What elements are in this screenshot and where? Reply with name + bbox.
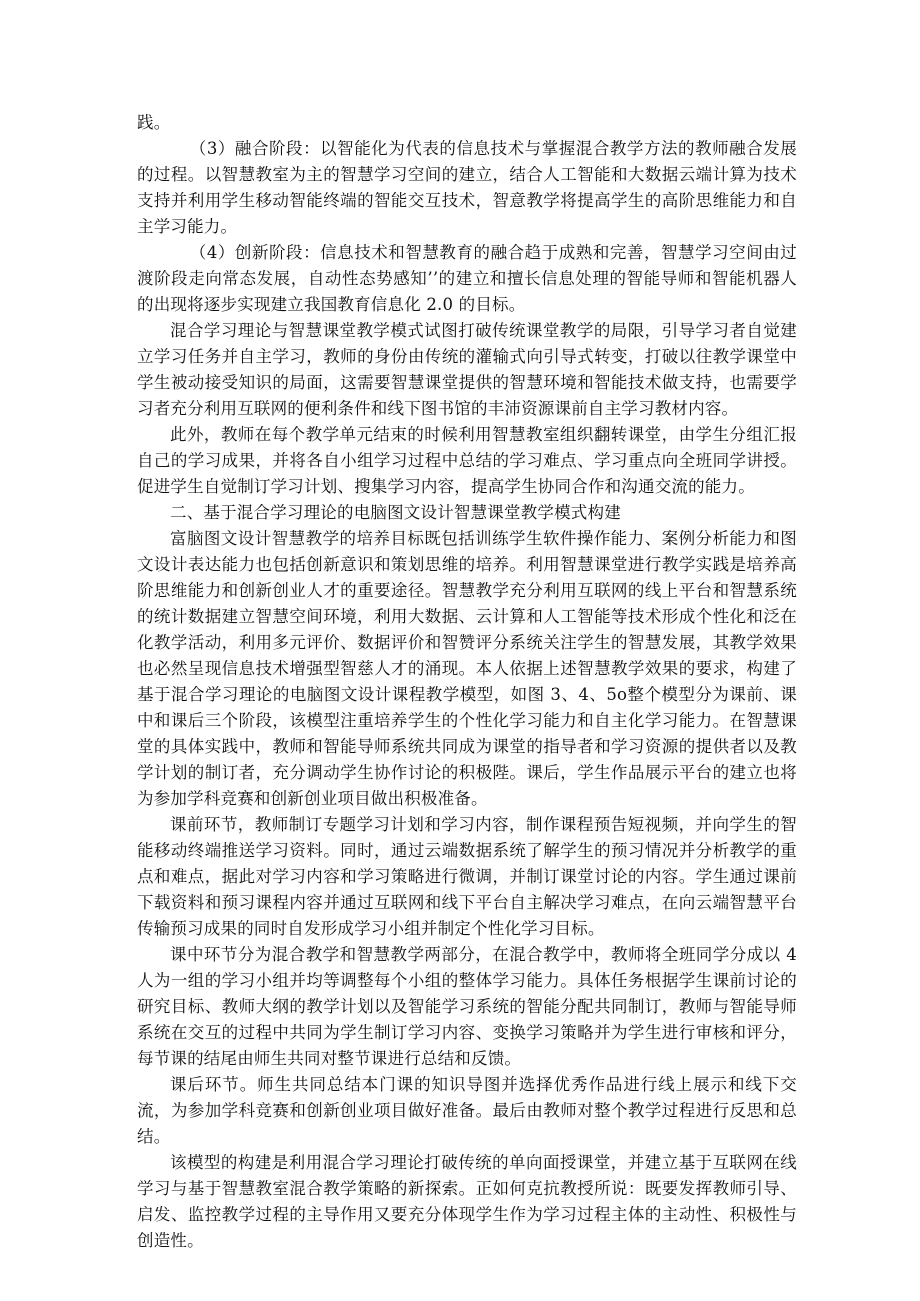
paragraph-innovation-stage: （4）创新阶段：信息技术和智慧教育的融合趋于成熟和完善，智慧学习空间由过渡阶段走向常态发展，自动性态势感知’’的建立和擅长信息处理的智能导师和智能机器人的出现将逐步实现建立我国教育信息化 2.0 的目标。: [137, 243, 797, 314]
document-page: [137, 110, 797, 1254]
paragraph-fusion-stage: （3）融合阶段：以智能化为代表的信息技术与掌握混合教学方法的教师融合发展的过程。以智慧教室为主的智慧学习空间的建立，结合人工智能和大数据云端计算为技术支持并利用学生移动智能终端的智能交互技术，智意教学将提高学生的高阶思维能力和自主学习能力。: [137, 139, 797, 236]
paragraph-blended-learning: 混合学习理论与智慧课堂教学模式试图打破传统课堂教学的局限，引导学习者自觉建立学习任务并自主学习，教师的身份由传统的灌输式向引导式转变，打破以往教学课堂中学生被动接受知识的局面，这需要智慧课堂提供的智慧环境和智能技术做支持，也需要学习者充分利用互联网的便利条件和线下图书馆的丰沛资源课前自主学习教材内容。: [137, 321, 797, 418]
paragraph-flipped-classroom: 此外，教师在每个教学单元结束的时候利用智慧教室组织翻转课堂，由学生分组汇报自己的学习成果，并将各自小组学习过程中总结的学习难点、学习重点向全班同学讲授。促进学生自觉制订学习计划、搜集学习内容，提高学生协同合作和沟通交流的能力。: [137, 425, 797, 496]
section-heading: 二、基于混合学习理论的电脑图文设计智慧课堂教学模式构建: [170, 503, 621, 522]
paragraph-teaching-goals: 富脑图文设计智慧教学的培养目标既包括训练学生软件操作能力、案例分析能力和图文设计表达能力也包括创新意识和策划思维的培养。利用智慧课堂进行教学实践是培养高阶思维能力和创新创业人才的重要途径。智慧教学充分利用互联网的线上平台和智慧系统的统计数据建立智慧空间环境，利用大数据、云计算和人工智能等技术形成个性化和泛在化教学活动，利用多元评价、数据评价和智赞评分系统关注学生的智慧发展，其教学效果也必然呈现信息技术增强型智慈人才的涌现。本人依据上述智慧教学效果的要求，构建了基于混合学习理论的电脑图文设计课程教学模型，如图 3、4、5o整个模型分为课前、课中和课后三个阶段，该模型注重培养学生的个性化学习能力和自主化学习能力。在智慧课堂的具体实践中，教师和智能导师系统共同成为课堂的指导者和学习资源的提供者以及教学计划的制订者，充分调动学生协作讨论的积极陛。课后，学生作品展示平台的建立也将为参加学科竞赛和创新创业项目做出积极准备。: [137, 529, 797, 808]
paragraph-pre-class: 课前环节，教师制订专题学习计划和学习内容，制作课程预告短视频，并向学生的智能移动终端推送学习资料。同时，通过云端数据系统了解学生的预习情况并分析教学的重点和难点，据此对学习内容和学习策略进行微调，并制订课堂讨论的内容。学生通过课前下载资料和预习课程内容并通过互联网和线下平台自主解决学习难点，在向云端智慧平台传输预习成果的同时自发形成学习小组并制定个性化学习目标。: [137, 815, 797, 938]
paragraph-continuation: 践。: [137, 113, 171, 132]
paragraph-model-conclusion: 该模型的构建是利用混合学习理论打破传统的单向面授课堂，并建立基于互联网在线学习与基于智慧教室混合教学策略的新探索。正如何克抗教授所说：既要发挥教师引导、启发、监控教学过程的主导作用又要充分体现学生作为学习过程主体的主动性、积极性与创造性。: [137, 1153, 797, 1250]
paragraph-in-class: 课中环节分为混合教学和智慧教学两部分，在混合教学中，教师将全班同学分成以 4 人为一组的学习小组并均等调整每个小组的整体学习能力。具体任务根据学生课前讨论的研究目标、教师大纲的教学计划以及智能学习系统的智能分配共同制订，教师与智能导师系统在交互的过程中共同为学生制订学习内容、变换学习策略并为学生进行审核和评分，每节课的结尾由师生共同对整节课进行总结和反馈。: [137, 945, 797, 1068]
paragraph-post-class: 课后环节。师生共同总结本门课的知识导图并选择优秀作品进行线上展示和线下交流，为参加学科竞赛和创新创业项目做好准备。最后由教师对整个教学过程进行反思和总结。: [137, 1075, 797, 1146]
